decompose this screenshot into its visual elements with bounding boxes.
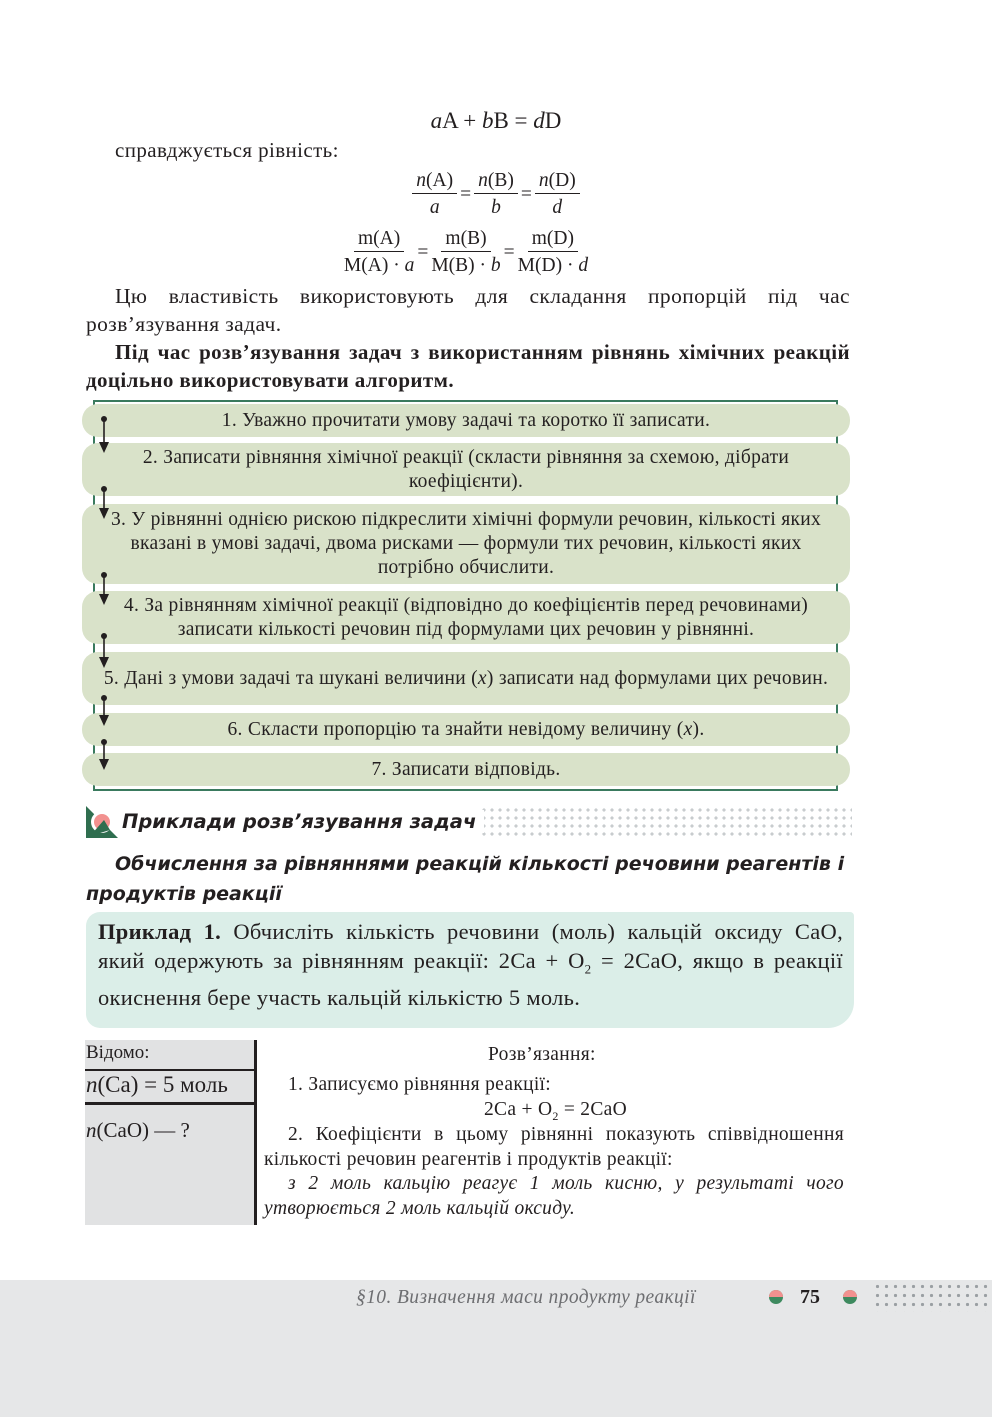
- subsection-title: Обчислення за рівняннями реакцій кількості речовини реагентів і продуктів реакції: [86, 853, 845, 905]
- find-value: n(CaO) — ?: [86, 1118, 190, 1142]
- property-paragraph: Цю властивість використовують для складання пропорцій під час розв’язування задач.: [86, 284, 850, 336]
- reaction-equation: aA + bB = dD: [430, 108, 562, 133]
- flow-arrow-icon: [98, 571, 110, 607]
- algorithm-step-3: 3. У рівнянні однією рискою підкреслити хімічні формули речовин, кількості яких вказані в умові задачі, двома рисками — формули тих речовин, кількості яких потрібно обчислити.: [82, 504, 850, 584]
- solution-header: Розв’язання:: [488, 1044, 596, 1065]
- algorithm-step-2: 2. Записати рівняння хімічної реакції (скласти рівняння за схемою, дібрати коефіцієнти).: [82, 443, 850, 496]
- given-find-rule: [85, 1102, 256, 1105]
- given-divider: [254, 1040, 257, 1225]
- algorithm-step-4: 4. За рівнянням хімічної реакції (відповідно до коефіцієнтів перед речовинами) записати кількості речовин під формулами цих речовин у рівнянні.: [82, 591, 850, 644]
- algorithm-step-7: 7. Записати відповідь.: [82, 753, 850, 786]
- footer-dot-pattern: [873, 1282, 992, 1312]
- fraction-d: $\frac{n(D)}{d}$: [535, 170, 580, 219]
- footer-dot-icon: [842, 1289, 858, 1305]
- algorithm-step-6: 6. Скласти пропорцію та знайти невідому величину (x).: [82, 713, 850, 746]
- mole-ratio-equality: $\frac{n(A)}{a}$ = $\frac{n(B)}{b}$ = $\frac{n(D)}{d}$: [0, 170, 992, 219]
- fraction-a: $\frac{n(A)}{a}$: [412, 170, 457, 219]
- section-marker-icon: [86, 806, 118, 838]
- flow-arrow-icon: [98, 738, 110, 772]
- flow-arrow-icon: [98, 694, 110, 728]
- solution-step-2: 2. Коефіцієнти в цьому рівнянні показують співвідношення кількості речовин реагентів і продуктів реакції:: [264, 1124, 844, 1170]
- given-header: Відомо:: [86, 1042, 150, 1063]
- mass-ratio-equality: $\frac{m(A)}{M(A) \cdot a}$ = $\frac{m(B)}{M(B) \cdot b}$ = $\frac{m(D)}{M(D) \cdot d}$: [343, 228, 589, 276]
- section-title: Приклади розв’язування задач: [122, 810, 484, 833]
- solution-step-3: з 2 моль кальцію реагує 1 моль кисню, у результаті чого утворюється 2 моль кальцій оксиду.: [264, 1173, 844, 1219]
- solution-equation: $2Ca + O_2 = 2CaO$: [484, 1099, 627, 1123]
- footer-dot-icon: [768, 1289, 784, 1305]
- fraction-mass-a: $\frac{m(A)}{M(A) \cdot a}$: [343, 228, 415, 276]
- solution-step-1: 1. Записуємо рівняння реакції:: [288, 1074, 551, 1095]
- example-text: Приклад 1. Обчисліть кількість речовини (моль) кальцій оксиду CaO, який одержують за рівнянням реакції: $2Ca + O_2 = 2CaO$, якщо в реакції окиснення бере участь кальцій кількістю 5 моль.: [98, 919, 843, 1010]
- given-header-rule: [85, 1069, 256, 1071]
- flow-arrow-icon: [98, 415, 110, 455]
- page-number: 75: [800, 1286, 820, 1308]
- section-dot-pattern: [480, 806, 852, 838]
- running-title: §10. Визначення маси продукту реакції: [356, 1287, 696, 1308]
- algorithm-intro: Під час розв’язування задач з використанням рівнянь хімічних реакцій доцільно використовувати алгоритм.: [86, 340, 850, 392]
- flow-arrow-icon: [98, 485, 110, 521]
- given-value: n(Ca) = 5 моль: [86, 1072, 228, 1097]
- fraction-mass-b: $\frac{m(B)}{M(B) \cdot b}$: [431, 228, 501, 276]
- intro-text: справджується рівність:: [115, 138, 339, 162]
- flow-arrow-icon: [98, 632, 110, 670]
- fraction-mass-d: $\frac{m(D)}{M(D) \cdot d}$: [517, 228, 589, 276]
- algorithm-step-5: 5. Дані з умови задачі та шукані величини (x) записати над формулами цих речовин.: [82, 652, 850, 705]
- algorithm-step-1: 1. Уважно прочитати умову задачі та коротко її записати.: [82, 404, 850, 437]
- fraction-b: $\frac{n(B)}{b}$: [474, 170, 518, 219]
